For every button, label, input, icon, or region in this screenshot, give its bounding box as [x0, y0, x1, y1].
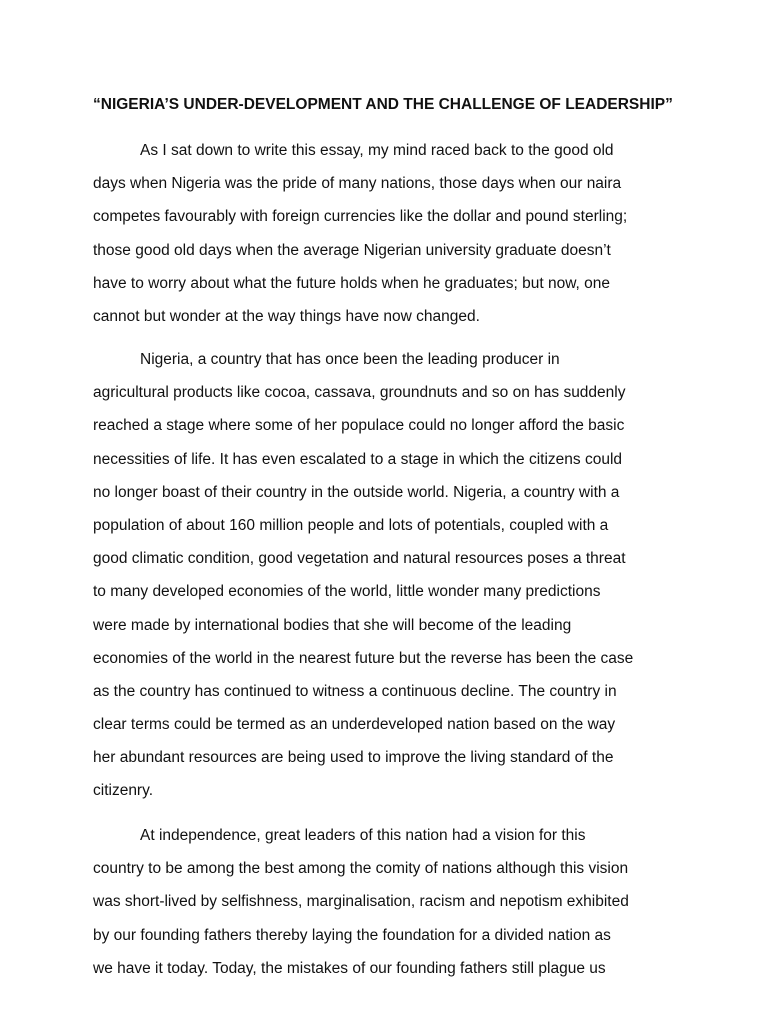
paragraph-line: have to worry about what the future holds when he graduates; but now, one: [93, 274, 611, 292]
paragraph-line: no longer boast of their country in the outside world. Nigeria, a country with a: [93, 483, 620, 501]
paragraph-line: Nigeria, a country that has once been the leading producer in: [140, 351, 560, 368]
essay-title: “NIGERIA’S UNDER-DEVELOPMENT AND THE CHALLENGE OF LEADERSHIP”: [93, 96, 673, 113]
paragraph-line: country to be among the best among the comity of nations although this vision: [93, 860, 629, 878]
paragraph-line: necessities of life. It has even escalated to a stage in which the citizens could: [93, 450, 623, 468]
paragraph-line: economies of the world in the nearest future but the reverse has been the case: [93, 649, 634, 667]
paragraph-line: her abundant resources are being used to improve the living standard of the: [93, 749, 614, 767]
paragraph-line: At independence, great leaders of this nation had a vision for this: [140, 827, 586, 844]
paragraph-1: [93, 134, 739, 333]
paragraph-3: [93, 819, 739, 985]
paragraph-2: [93, 343, 739, 808]
paragraph-line: we have it today. Today, the mistakes of our founding fathers still plague us: [93, 959, 606, 977]
paragraph-line: to many developed economies of the world, little wonder many predictions: [93, 583, 601, 601]
paragraph-line: population of about 160 million people and lots of potentials, coupled with a: [93, 516, 609, 534]
paragraph-line: clear terms could be termed as an underdeveloped nation based on the way: [93, 716, 616, 734]
paragraph-line: competes favourably with foreign currencies like the dollar and pound sterling;: [93, 208, 628, 226]
paragraph-line: As I sat down to write this essay, my mind raced back to the good old: [140, 142, 614, 159]
paragraph-line: days when Nigeria was the pride of many nations, those days when our naira: [93, 175, 622, 193]
paragraph-line: citizenry.: [93, 782, 154, 800]
paragraph-line: cannot but wonder at the way things have now changed.: [93, 307, 480, 325]
paragraph-line: agricultural products like cocoa, cassava, groundnuts and so on has suddenly: [93, 384, 626, 402]
paragraph-line: was short-lived by selfishness, marginalisation, racism and nepotism exhibited: [93, 893, 629, 911]
paragraph-line: as the country has continued to witness a continuous decline. The country in: [93, 682, 617, 700]
paragraph-line: those good old days when the average Nigerian university graduate doesn’t: [93, 241, 611, 259]
paragraph-line: reached a stage where some of her populace could no longer afford the basic: [93, 417, 625, 435]
paragraph-line: by our founding fathers thereby laying the foundation for a divided nation as: [93, 926, 611, 944]
paragraph-line: were made by international bodies that she will become of the leading: [93, 616, 572, 634]
paragraph-line: good climatic condition, good vegetation and natural resources poses a threat: [93, 550, 626, 568]
